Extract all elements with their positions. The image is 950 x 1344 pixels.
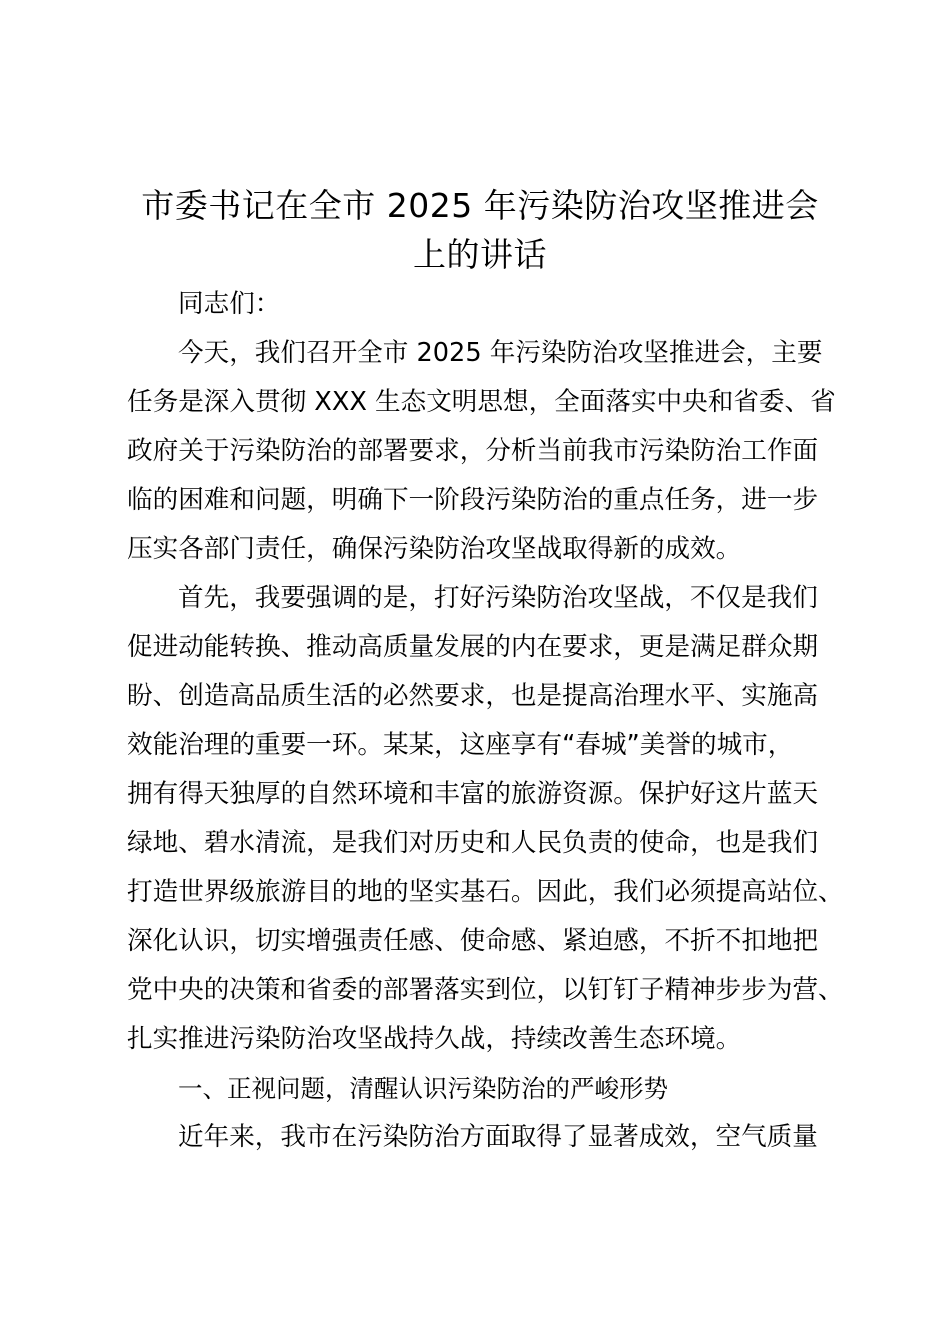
paragraph-2-line-10: 扎实推进污染防治攻坚战持久战，持续改善生态环境。	[127, 1024, 742, 1054]
document-title-line-2: 上的讲话	[413, 235, 547, 274]
paragraph-1-line-2: 任务是深入贯彻 XXX 生态文明思想，全面落实中央和省委、省	[127, 387, 836, 417]
paragraph-2-line-6: 绿地、碧水清流，是我们对历史和人民负责的使命，也是我们	[127, 828, 819, 858]
paragraph-1-line-3: 政府关于污染防治的部署要求，分析当前我市污染防治工作面	[127, 436, 819, 466]
salutation: 同志们：	[178, 289, 281, 319]
paragraph-1-line-1: 今天，我们召开全市 2025 年污染防治攻坚推进会，主要	[178, 338, 823, 368]
paragraph-1-line-4: 临的困难和问题，明确下一阶段污染防治的重点任务，进一步	[127, 485, 819, 515]
paragraph-1-line-5: 压实各部门责任，确保污染防治攻坚战取得新的成效。	[127, 534, 742, 564]
paragraph-2-line-2: 促进动能转换、推动高质量发展的内在要求，更是满足群众期	[127, 632, 819, 662]
paragraph-2-line-3: 盼、创造高品质生活的必然要求，也是提高治理水平、实施高	[127, 681, 819, 711]
paragraph-2-line-5: 拥有得天独厚的自然环境和丰富的旅游资源。保护好这片蓝天	[127, 779, 819, 809]
paragraph-2-line-4: 效能治理的重要一环。某某，这座享有“春城”美誉的城市，	[127, 730, 794, 760]
paragraph-2-line-7: 打造世界级旅游目的地的坚实基石。因此，我们必须提高站位、	[127, 877, 844, 907]
section-heading-1: 一、正视问题，清醒认识污染防治的严峻形势	[178, 1074, 668, 1103]
paragraph-2-line-1: 首先，我要强调的是，打好污染防治攻坚战，不仅是我们	[178, 583, 818, 613]
document-title-line-1: 市委书记在全市 2025 年污染防治攻坚推进会	[141, 186, 819, 225]
paragraph-2-line-9: 党中央的决策和省委的部署落实到位，以钉钉子精神步步为营、	[127, 975, 844, 1005]
paragraph-2-line-8: 深化认识，切实增强责任感、使命感、紧迫感，不折不扣地把	[127, 926, 819, 956]
paragraph-3-line-1: 近年来，我市在污染防治方面取得了显著成效，空气质量	[178, 1122, 818, 1152]
